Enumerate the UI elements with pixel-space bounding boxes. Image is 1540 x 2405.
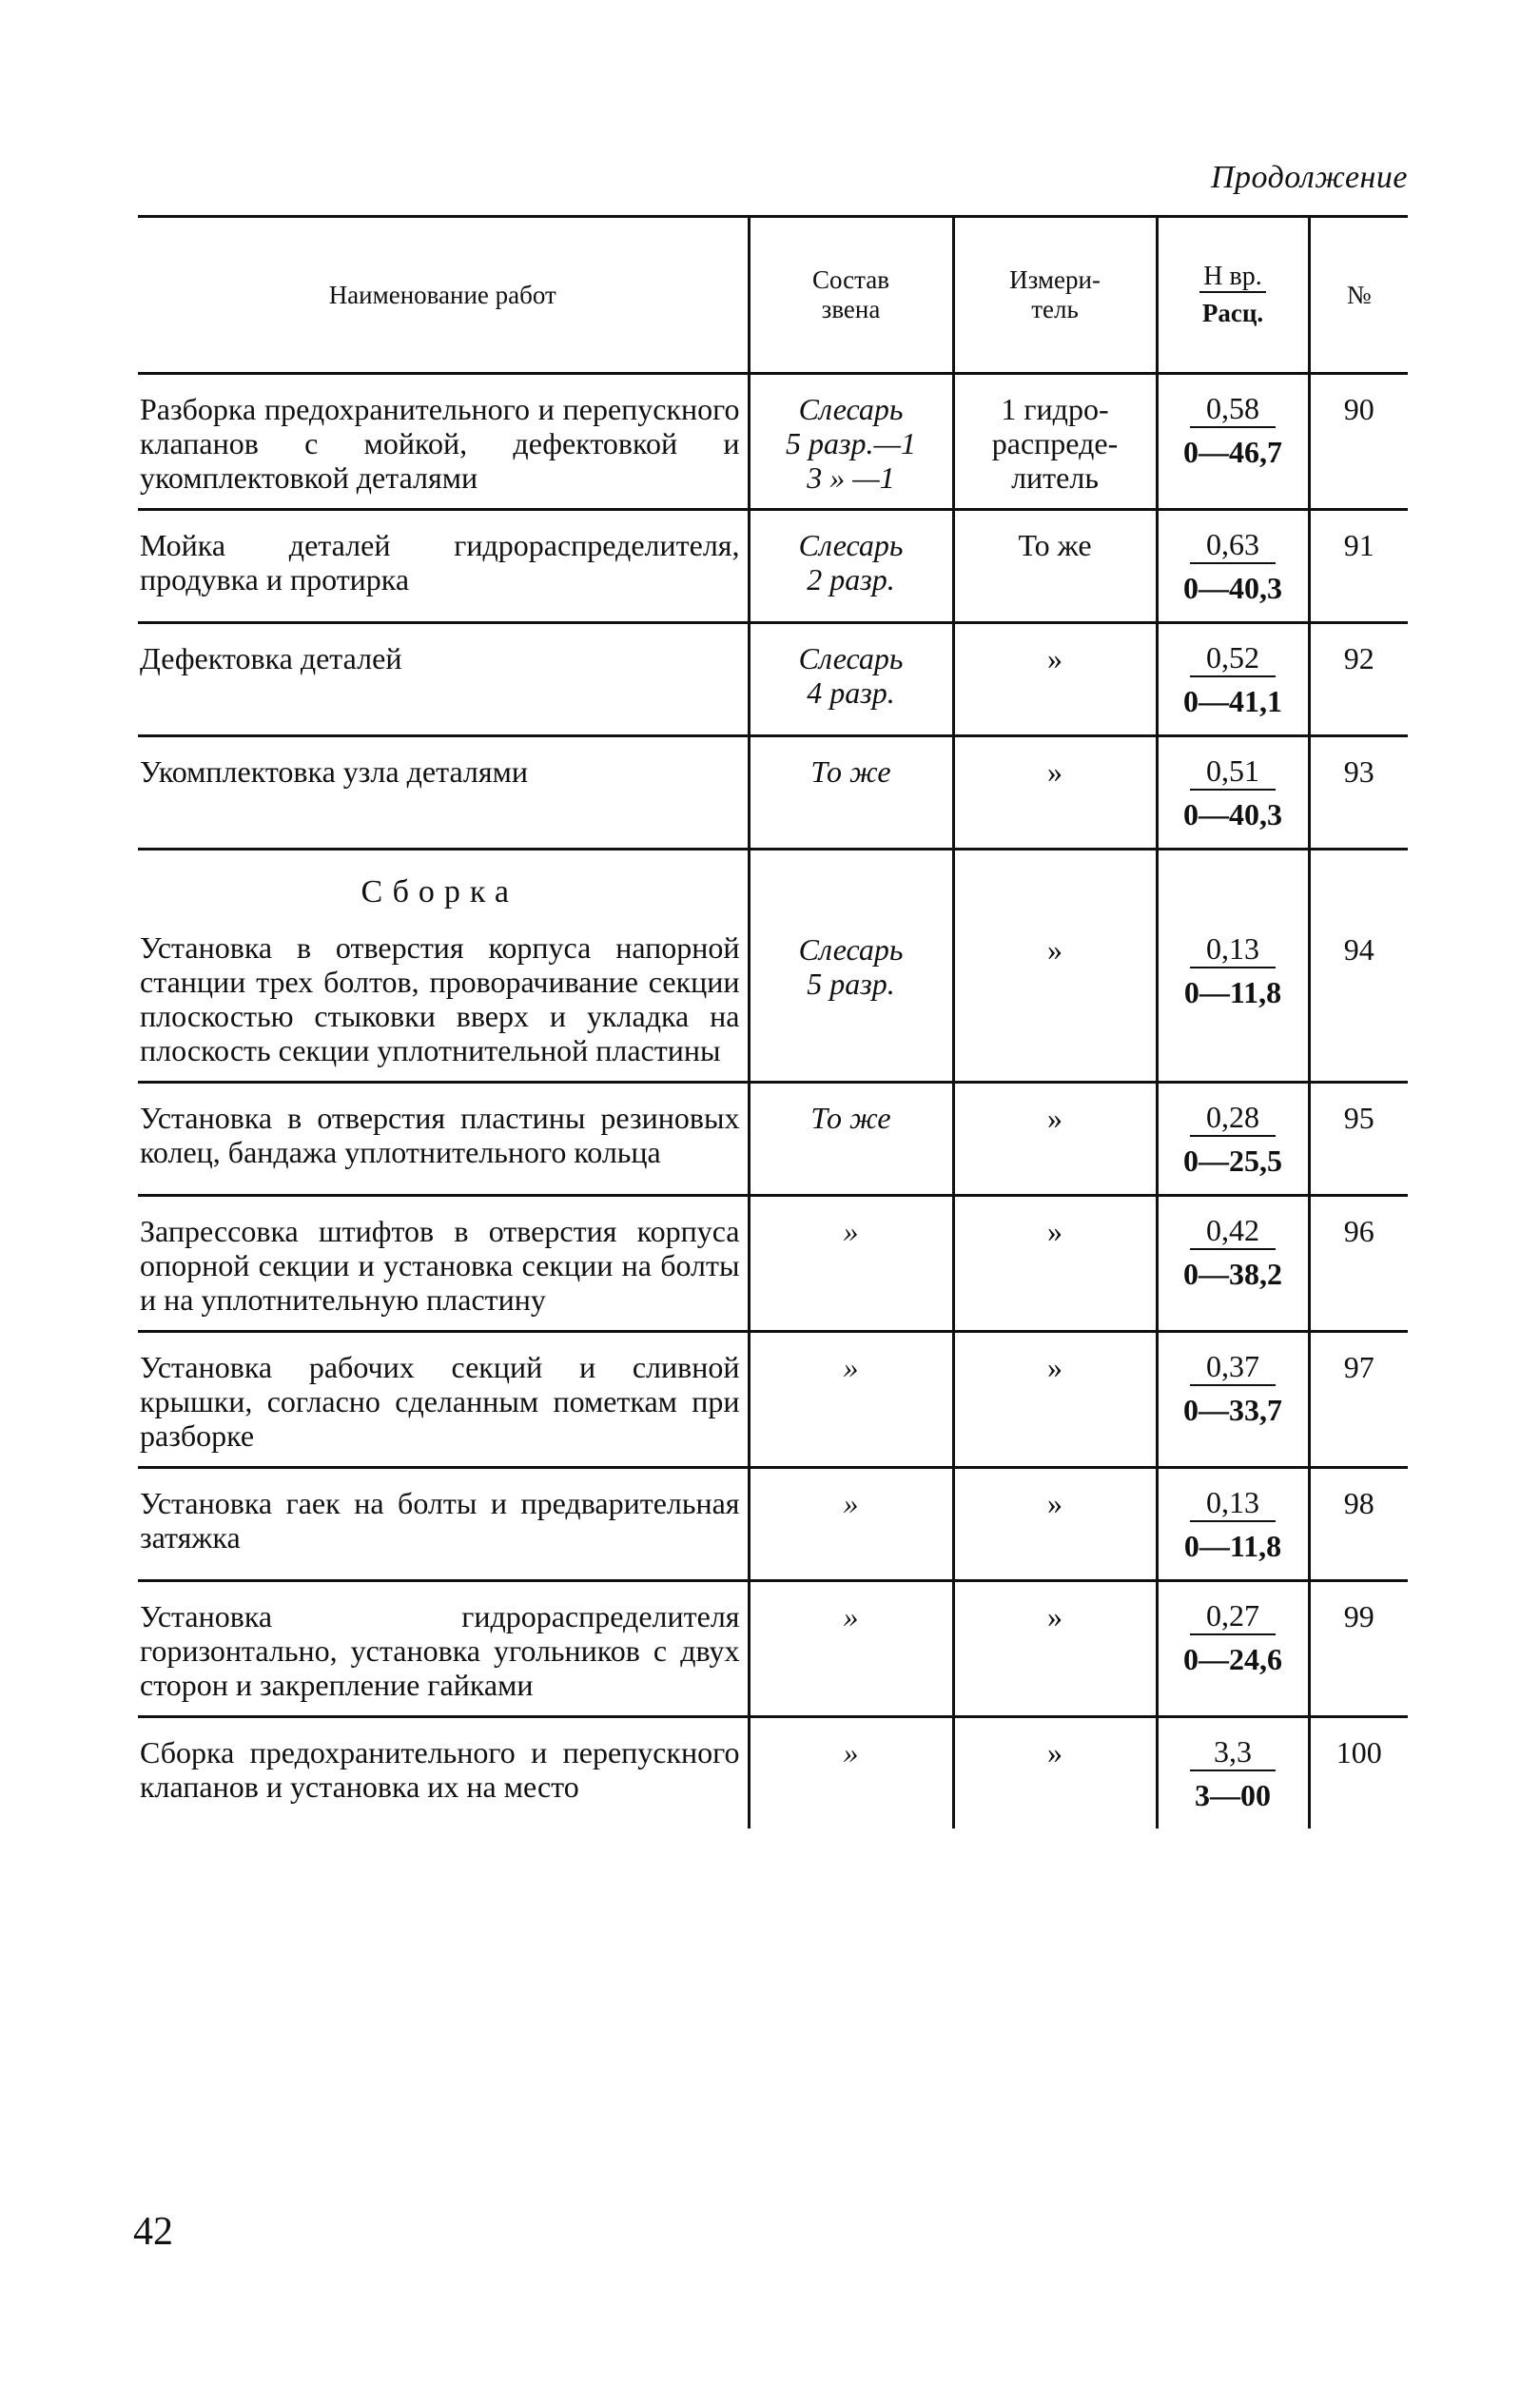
cell-work-name	[138, 623, 749, 736]
section-title-assembly: Сборка	[361, 874, 518, 909]
cell-number	[1309, 1332, 1408, 1468]
norm-rate: 3—00	[1195, 1778, 1271, 1812]
crew-line: То же	[810, 754, 891, 789]
cell-unit	[953, 1717, 1157, 1829]
norm-time: 3,3	[1190, 1733, 1276, 1771]
cell-unit	[953, 374, 1157, 510]
norm-rate: 0—11,8	[1183, 1529, 1282, 1563]
crew-line: »	[843, 1599, 859, 1633]
norm-rate: 0—24,6	[1183, 1642, 1282, 1676]
work-name-text: Установка гаек на болты и предварительная затяжка	[140, 1486, 740, 1554]
row-number: 90	[1343, 392, 1374, 426]
cell-work-name	[138, 850, 749, 1083]
cell-number	[1309, 374, 1408, 510]
unit-text: »	[1047, 932, 1062, 967]
table-row	[138, 1332, 1408, 1468]
row-number: 96	[1343, 1214, 1374, 1248]
cell-number	[1309, 1083, 1408, 1196]
unit-text: »	[1047, 1599, 1062, 1633]
cell-work-name	[138, 1083, 749, 1196]
table-row	[138, 736, 1408, 850]
table-row	[138, 510, 1408, 623]
work-name-text: Запрессовка штифтов в отверстия корпуса опорной секции и установка секции на болты и на уплотнительную пластину	[140, 1214, 740, 1317]
crew-line: »	[843, 1350, 859, 1384]
work-name-text: Сборка предохранительного и перепускного клапанов и установка их на место	[140, 1735, 740, 1804]
unit-text: »	[1047, 641, 1062, 675]
cell-unit	[953, 623, 1157, 736]
norm-rate: 0—25,5	[1183, 1144, 1282, 1178]
work-name-text: Мойка деталей гидрораспределителя, продувка и протирка	[140, 528, 740, 596]
work-name-text: Установка в отверстия корпуса напорной станции трех болтов, проворачивание секции плоскостью стыковки вверх и укладка на плоскость секции уплотнительной пластины	[140, 930, 740, 1067]
cell-work-name	[138, 510, 749, 623]
cell-norm	[1157, 1581, 1309, 1717]
cell-number	[1309, 736, 1408, 850]
crew-line: Слесарь	[798, 392, 904, 426]
norms-table	[138, 215, 1408, 1828]
unit-text: »	[1047, 1101, 1062, 1135]
norm-rate: 0—11,8	[1183, 975, 1282, 1009]
unit-text: »	[1047, 754, 1062, 789]
row-number: 99	[1343, 1599, 1374, 1633]
crew-line: Слесарь	[798, 932, 904, 967]
cell-number	[1309, 1717, 1408, 1829]
cell-work-name	[138, 1468, 749, 1581]
cell-number	[1309, 510, 1408, 623]
cell-unit	[953, 1332, 1157, 1468]
cell-norm	[1157, 623, 1309, 736]
norm-time: 0,63	[1190, 526, 1276, 564]
norm-rate: 0—41,1	[1183, 684, 1282, 718]
cell-number	[1309, 623, 1408, 736]
cell-unit	[953, 736, 1157, 850]
row-number: 100	[1335, 1735, 1382, 1770]
cell-crew	[749, 623, 953, 736]
norm-time: 0,37	[1190, 1348, 1276, 1386]
unit-text: »	[1047, 1350, 1062, 1384]
row-number: 95	[1343, 1101, 1374, 1135]
cell-unit	[953, 1196, 1157, 1332]
cell-norm	[1157, 1196, 1309, 1332]
crew-line: То же	[810, 1101, 891, 1135]
cell-work-name	[138, 1581, 749, 1717]
norm-rate: 0—40,3	[1183, 571, 1282, 605]
row-number: 94	[1343, 932, 1374, 967]
norm-time: 0,52	[1190, 639, 1276, 677]
cell-norm	[1157, 374, 1309, 510]
table-row	[138, 1717, 1408, 1829]
unit-text: 1 гидро-распреде-литель	[991, 392, 1119, 495]
crew-line: 2 разр.	[807, 562, 895, 596]
cell-crew	[749, 510, 953, 623]
row-number: 92	[1343, 641, 1374, 675]
header-crew	[749, 217, 953, 374]
table-row	[138, 1581, 1408, 1717]
unit-text: »	[1047, 1486, 1062, 1520]
table-row	[138, 850, 1408, 1083]
crew-line: 4 разр.	[807, 675, 895, 710]
norm-time: 0,27	[1190, 1597, 1276, 1635]
cell-norm	[1157, 510, 1309, 623]
crew-line: »	[843, 1486, 859, 1520]
cell-norm	[1157, 1083, 1309, 1196]
unit-text: То же	[1018, 528, 1092, 562]
crew-line: 5 разр.	[807, 967, 895, 1001]
cell-work-name	[138, 1332, 749, 1468]
work-name-text: Дефектовка деталей	[140, 641, 402, 675]
norm-time: 0,51	[1190, 753, 1276, 791]
norm-rate: 0—33,7	[1183, 1393, 1282, 1427]
cell-crew	[749, 1468, 953, 1581]
page-number: 42	[133, 2210, 173, 2254]
header-unit	[953, 217, 1157, 374]
cell-crew	[749, 736, 953, 850]
cell-crew	[749, 1717, 953, 1829]
unit-text: »	[1047, 1214, 1062, 1248]
cell-crew	[749, 1083, 953, 1196]
cell-number	[1309, 1581, 1408, 1717]
header-crew-label: Состав звена	[811, 265, 890, 323]
table-row	[138, 374, 1408, 510]
norm-rate: 0—40,3	[1183, 797, 1282, 831]
table-row	[138, 1468, 1408, 1581]
work-name-text: Укомплектовка узла деталями	[140, 754, 528, 789]
cell-norm	[1157, 850, 1309, 1083]
cell-number	[1309, 850, 1408, 1083]
norm-time: 0,28	[1190, 1099, 1276, 1137]
crew-line: 5 разр.—1	[786, 426, 916, 460]
table-row	[138, 623, 1408, 736]
work-name-text: Установка рабочих секций и сливной крышки, согласно сделанным пометкам при разборке	[140, 1350, 740, 1453]
cell-number	[1309, 1468, 1408, 1581]
cell-unit	[953, 1083, 1157, 1196]
cell-crew	[749, 1581, 953, 1717]
cell-crew	[749, 850, 953, 1083]
header-num: №	[1309, 217, 1408, 374]
row-number: 98	[1343, 1486, 1374, 1520]
cell-norm	[1157, 1717, 1309, 1829]
norm-time: 0,13	[1190, 930, 1276, 968]
work-name-text: Разборка предохранительного и перепускного клапанов с мойкой, дефектовкой и укомплектовкой деталями	[140, 392, 740, 495]
header-norm-time: Н вр.	[1199, 262, 1265, 293]
cell-crew	[749, 374, 953, 510]
header-unit-label: Измери-тель	[1009, 265, 1101, 323]
norm-time: 0,42	[1190, 1212, 1276, 1250]
work-norms-table	[138, 215, 1408, 1828]
crew-line: 3 » —1	[807, 460, 895, 495]
work-name-text: Установка в отверстия пластины резиновых колец, бандажа уплотнительного кольца	[140, 1101, 740, 1169]
header-norm	[1157, 217, 1309, 374]
cell-unit	[953, 1468, 1157, 1581]
cell-crew	[749, 1196, 953, 1332]
cell-norm	[1157, 736, 1309, 850]
table-body	[138, 374, 1408, 1829]
cell-work-name	[138, 1196, 749, 1332]
table-row	[138, 1196, 1408, 1332]
row-number: 93	[1343, 754, 1374, 789]
cell-unit	[953, 1581, 1157, 1717]
header-norm-rate: Расц.	[1201, 299, 1264, 327]
cell-work-name	[138, 736, 749, 850]
cell-unit	[953, 850, 1157, 1083]
cell-norm	[1157, 1468, 1309, 1581]
cell-unit	[953, 510, 1157, 623]
table-row	[138, 1083, 1408, 1196]
unit-text: »	[1047, 1735, 1062, 1770]
crew-line: »	[843, 1214, 859, 1248]
norm-rate: 0—46,7	[1183, 435, 1282, 469]
table-header-row	[138, 217, 1408, 374]
norm-time: 0,13	[1190, 1484, 1276, 1522]
continuation-label: Продолжение	[1210, 160, 1408, 195]
crew-line: »	[843, 1735, 859, 1770]
header-name: Наименование работ	[138, 217, 749, 374]
cell-work-name	[138, 1717, 749, 1829]
norm-rate: 0—38,2	[1183, 1257, 1282, 1291]
cell-number	[1309, 1196, 1408, 1332]
crew-line: Слесарь	[798, 528, 904, 562]
cell-crew	[749, 1332, 953, 1468]
norm-time: 0,58	[1190, 390, 1276, 428]
cell-norm	[1157, 1332, 1309, 1468]
row-number: 97	[1343, 1350, 1374, 1384]
crew-line: Слесарь	[798, 641, 904, 675]
cell-work-name	[138, 374, 749, 510]
work-name-text: Установка гидрораспределителя горизонтально, установка угольников с двух сторон и закрепление гайками	[140, 1599, 740, 1702]
row-number: 91	[1343, 528, 1374, 562]
